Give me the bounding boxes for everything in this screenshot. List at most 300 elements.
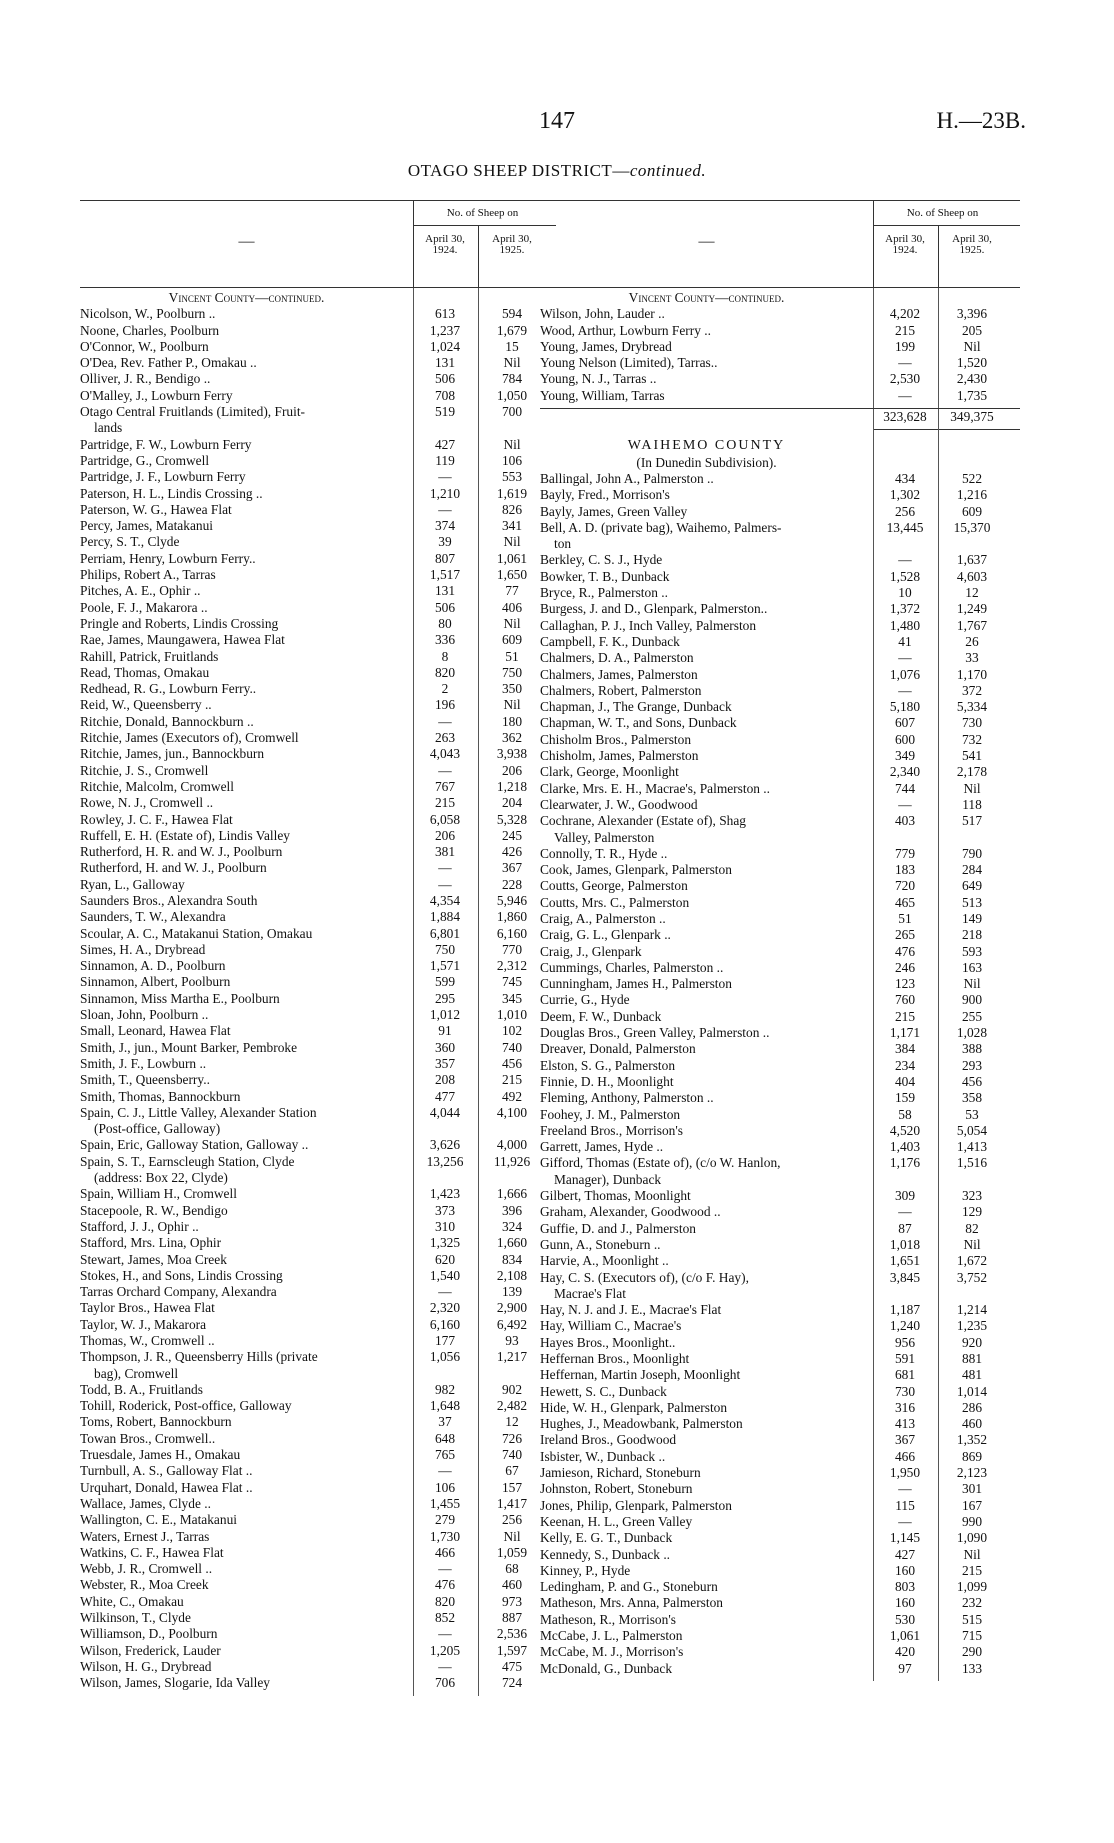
- holder-name: Cochrane, Alexander (Estate of), Shag: [540, 813, 746, 829]
- holder-name: Wilson, Frederick, Lauder: [80, 1642, 221, 1658]
- sheep-1925: 290: [961, 1644, 983, 1660]
- sheep-1924: 199: [894, 338, 916, 354]
- sheep-1924: 477: [434, 1088, 456, 1104]
- holder-name: ton: [554, 536, 572, 552]
- sheep-1924: 373: [434, 1202, 456, 1218]
- table-row: [80, 1480, 556, 1496]
- holder-name: Hay, C. S. (Executors of), (c/o F. Hay),: [540, 1269, 749, 1285]
- table-row: [540, 1563, 1020, 1579]
- table-row: [540, 1139, 1020, 1155]
- sheep-1925: 1,014: [956, 1383, 988, 1399]
- table-row: [540, 1579, 1020, 1595]
- sheep-1924: 263: [434, 730, 456, 746]
- holder-name: Ryan, L., Galloway: [80, 876, 185, 892]
- sheep-1924: 3,845: [889, 1269, 921, 1285]
- sheep-1924: 1,403: [889, 1139, 921, 1155]
- table-row: [80, 681, 556, 697]
- sheep-1924: 123: [894, 976, 916, 992]
- holder-name: Garrett, James, Hyde ..: [540, 1139, 664, 1155]
- holder-name: Gifford, Thomas (Estate of), (c/o W. Hanlon,: [540, 1155, 781, 1171]
- holder-name: Clark, George, Moonlight: [540, 764, 679, 780]
- sheep-1925: 900: [961, 992, 983, 1008]
- table-row: [80, 355, 556, 371]
- table-row: [540, 1481, 1020, 1497]
- table-row: [80, 339, 556, 355]
- table-row: [540, 1498, 1020, 1514]
- sheep-1924: 51: [898, 910, 912, 926]
- holder-name: Finnie, D. H., Moonlight: [540, 1073, 674, 1089]
- sheep-1924: 2,320: [429, 1300, 461, 1316]
- sheep-1925: 284: [961, 862, 983, 878]
- sheep-1925: 341: [501, 518, 523, 534]
- holder-name: Chapman, W. T., and Sons, Dunback: [540, 715, 737, 731]
- table-row: [80, 795, 556, 811]
- sheep-1924: —: [898, 1204, 912, 1220]
- table-row: [540, 1367, 1020, 1383]
- holder-name: Ritchie, J. S., Cromwell: [80, 762, 209, 778]
- table-row: [540, 992, 1020, 1008]
- sheep-1924: 265: [894, 927, 916, 943]
- sheep-1924: 466: [434, 1544, 456, 1560]
- sheep-1925: 293: [961, 1057, 983, 1073]
- sheep-1925: 1,413: [956, 1139, 988, 1155]
- sheep-1925: Nil: [963, 1546, 981, 1562]
- table-row: [540, 797, 1020, 813]
- sheep-1924: 1,018: [889, 1236, 921, 1252]
- sheep-1924: —: [898, 650, 912, 666]
- table-row: [540, 927, 1020, 943]
- sheep-1924: 620: [434, 1251, 456, 1267]
- table-row: [540, 1547, 1020, 1563]
- sheep-1924: 599: [434, 974, 456, 990]
- table-row: [80, 812, 556, 828]
- sheep-1924: 466: [894, 1448, 916, 1464]
- sheep-1924: 367: [894, 1432, 916, 1448]
- table-row: [80, 1056, 556, 1072]
- holder-name: Bell, A. D. (private bag), Waihemo, Palmers-: [540, 519, 782, 535]
- holder-name: Smith, J. F., Lowburn ..: [80, 1055, 207, 1071]
- sheep-1925: 51: [505, 648, 519, 664]
- holder-name: Craig, G. L., Glenpark ..: [540, 927, 671, 943]
- sheep-1925: 68: [505, 1561, 519, 1577]
- holder-name: Bayly, Fred., Morrison's: [540, 487, 670, 503]
- holder-name: Deem, F. W., Dunback: [540, 1008, 662, 1024]
- sheep-1925: 2,430: [956, 371, 988, 387]
- holder-name: Burgess, J. and D., Glenpark, Palmerston..: [540, 601, 768, 617]
- sheep-1924: 160: [894, 1562, 916, 1578]
- sheep-1925: 77: [505, 583, 519, 599]
- sheep-1925: 1,170: [956, 666, 988, 682]
- sheep-1924: 779: [894, 845, 916, 861]
- sheep-1924: 765: [434, 1447, 456, 1463]
- holder-name: Fleming, Anthony, Palmerston ..: [540, 1090, 714, 1106]
- sheep-1925: 53: [965, 1106, 979, 1122]
- sheep-1924: 37: [438, 1414, 452, 1430]
- table-row: [540, 764, 1020, 780]
- sheep-1925: 12: [965, 585, 979, 601]
- holder-name: Hewett, S. C., Dunback: [540, 1383, 667, 1399]
- holder-name: Partridge, J. F., Lowburn Ferry: [80, 469, 246, 485]
- sheep-1925: 1,061: [496, 550, 528, 566]
- table-row: [540, 944, 1020, 960]
- sheep-1925: Nil: [963, 338, 981, 354]
- holder-name: Keenan, H. L., Green Valley: [540, 1513, 693, 1529]
- sheep-1925: 324: [501, 1218, 523, 1234]
- holder-name: Young Nelson (Limited), Tarras..: [540, 355, 718, 371]
- sheep-1924: 5,180: [889, 699, 921, 715]
- sheep-1924: 234: [894, 1057, 916, 1073]
- sheep-1925: 205: [961, 322, 983, 338]
- sheep-1924: 1,528: [889, 568, 921, 584]
- sheep-1924: —: [438, 1561, 452, 1577]
- sheep-1924: 2: [441, 681, 449, 697]
- sheep-1925: 726: [501, 1430, 523, 1446]
- holder-name: Partridge, G., Cromwell: [80, 452, 210, 468]
- holder-name: Saunders Bros., Alexandra South: [80, 892, 258, 908]
- sheep-1925: 826: [501, 501, 523, 517]
- table-row: [540, 1400, 1020, 1416]
- sheep-1924: 1,012: [429, 1007, 461, 1023]
- sheep-1925: 3,396: [956, 306, 988, 322]
- table-row: [540, 1041, 1020, 1057]
- table-row: [540, 371, 1020, 387]
- holder-name: Hide, W. H., Glenpark, Palmerston: [540, 1399, 728, 1415]
- holder-name: McDonald, G., Dunback: [540, 1660, 673, 1676]
- table-row: [80, 420, 556, 436]
- holder-name: Bayly, James, Green Valley: [540, 503, 688, 519]
- table-row: [80, 1219, 556, 1235]
- sheep-1925: 513: [961, 894, 983, 910]
- sheep-1924: 208: [434, 1072, 456, 1088]
- table-row: [80, 1284, 556, 1300]
- sheep-1924: 1,187: [889, 1302, 921, 1318]
- sheep-1924: —: [438, 1284, 452, 1300]
- holder-name: (Post-office, Galloway): [94, 1121, 221, 1137]
- sheep-1924: 465: [894, 894, 916, 910]
- table-row: [540, 911, 1020, 927]
- sheep-1925: 157: [501, 1479, 523, 1495]
- sheep-1925: 4,603: [956, 568, 988, 584]
- sheep-1924: 720: [894, 878, 916, 894]
- table-row: [540, 1351, 1020, 1367]
- table-row: [80, 1610, 556, 1626]
- holder-name: Stacepoole, R. W., Bendigo: [80, 1202, 228, 1218]
- sheep-1925: 1,050: [496, 387, 528, 403]
- sheep-1925: 323: [961, 1188, 983, 1204]
- table-row: [80, 1007, 556, 1023]
- table-row: [80, 991, 556, 1007]
- right-column: [540, 200, 1020, 1677]
- table-row: [540, 732, 1020, 748]
- sheep-1924: 310: [434, 1218, 456, 1234]
- table-row: [540, 1416, 1020, 1432]
- holder-name: Wallington, C. E., Matakanui: [80, 1512, 237, 1528]
- sheep-1925: 93: [505, 1333, 519, 1348]
- table-row: [80, 1300, 556, 1316]
- sheep-1925: 2,123: [956, 1465, 988, 1481]
- holder-name: Guffie, D. and J., Palmerston: [540, 1220, 696, 1236]
- county-heading: WAIHEMO COUNTY: [627, 438, 786, 454]
- table-row: [540, 585, 1020, 601]
- sheep-1924: 196: [434, 697, 456, 713]
- col-1925-header: April 30, 1925.: [952, 233, 992, 256]
- holder-name: Spain, C. J., Little Valley, Alexander Station: [80, 1104, 317, 1120]
- holder-name: Urquhart, Donald, Hawea Flat ..: [80, 1479, 253, 1495]
- sheep-1925: 790: [961, 845, 983, 861]
- holder-name: Valley, Palmerston: [554, 829, 655, 845]
- table-row: [540, 830, 1020, 846]
- col-1924-header: April 30, 1924.: [885, 233, 925, 256]
- table-row: [80, 437, 556, 453]
- sheep-1925: 1,352: [956, 1432, 988, 1448]
- sheep-1924: 256: [894, 503, 916, 519]
- table-row: [80, 1561, 556, 1577]
- sheep-1924: 246: [894, 959, 916, 975]
- table-row: [80, 1072, 556, 1088]
- holder-name: Redhead, R. G., Lowburn Ferry..: [80, 681, 257, 697]
- holder-name: Stokes, H., and Sons, Lindis Crossing: [80, 1267, 283, 1283]
- sheep-1924: 1,205: [429, 1642, 461, 1658]
- section-heading: Vincent County—continued.: [628, 290, 785, 305]
- table-row: [540, 1204, 1020, 1220]
- sheep-1924: 2,530: [889, 371, 921, 387]
- holder-name: Spain, S. T., Earnscleugh Station, Clyde: [80, 1153, 295, 1169]
- sheep-1925: 26: [965, 633, 979, 649]
- sheep-1924: 1,240: [889, 1318, 921, 1334]
- sheep-1924: 215: [894, 1008, 916, 1024]
- holder-name: Smith, T., Queensberry..: [80, 1072, 210, 1088]
- table-row: [80, 1463, 556, 1479]
- holder-name: Sinnamon, A. D., Poolburn: [80, 958, 226, 974]
- table-row: [80, 1577, 556, 1593]
- holder-name: (address: Box 22, Clyde): [94, 1170, 228, 1186]
- holder-name: Matheson, R., Morrison's: [540, 1611, 676, 1627]
- table-row: [80, 779, 556, 795]
- sheep-1924: 106: [434, 1479, 456, 1495]
- sheep-1924: 13,445: [886, 519, 924, 535]
- holder-name: Chalmers, D. A., Palmerston: [540, 650, 694, 666]
- holder-name: Saunders, T. W., Alexandra: [80, 909, 226, 925]
- sheep-1924: 982: [434, 1381, 456, 1397]
- sheep-1925: 255: [961, 1008, 983, 1024]
- table-row: [540, 1644, 1020, 1660]
- holder-name: Turnbull, A. S., Galloway Flat ..: [80, 1463, 253, 1479]
- holder-name: Wilson, James, Slogarie, Ida Valley: [80, 1675, 270, 1691]
- holder-name: Bryce, R., Palmerston ..: [540, 585, 668, 601]
- sheep-1925: 426: [501, 844, 523, 860]
- table-row: [80, 1170, 556, 1186]
- sheep-1924: 427: [894, 1546, 916, 1562]
- table-row: [80, 1040, 556, 1056]
- col-1925-header: April 30, 1925.: [492, 233, 532, 256]
- holder-name: Rutherford, H. and W. J., Poolburn: [80, 860, 267, 876]
- holder-name: Webb, J. R., Cromwell ..: [80, 1561, 213, 1577]
- table-row: [540, 536, 1020, 552]
- sheep-1924: 374: [434, 518, 456, 534]
- table-row: [540, 748, 1020, 764]
- sheep-1925: 869: [961, 1448, 983, 1464]
- sheep-1924: 820: [434, 1593, 456, 1609]
- holder-name: Tarras Orchard Company, Alexandra: [80, 1284, 277, 1300]
- sheep-1925: 456: [961, 1073, 983, 1089]
- table-row: [80, 1496, 556, 1512]
- table-row: [540, 650, 1020, 666]
- table-row: [80, 371, 556, 387]
- table-row: [540, 1221, 1020, 1237]
- table-row: [80, 1643, 556, 1659]
- sheep-1925: Nil: [503, 615, 521, 631]
- sheep-1925: 1,099: [956, 1579, 988, 1595]
- sheep-1924: 215: [434, 795, 456, 811]
- holder-name: Percy, James, Matakanui: [80, 518, 213, 534]
- table-row: [80, 388, 556, 404]
- sheep-1924: 1,210: [429, 485, 461, 501]
- holder-name: Ledingham, P. and G., Stoneburn: [540, 1579, 718, 1595]
- holder-name: Sloan, John, Poolburn ..: [80, 1007, 209, 1023]
- holder-name: McCabe, M. J., Morrison's: [540, 1644, 684, 1660]
- sheep-1925: 5,328: [496, 811, 528, 827]
- holder-name: Kinney, P., Hyde: [540, 1562, 631, 1578]
- holder-name: Webster, R., Moa Creek: [80, 1577, 209, 1593]
- sheep-1924: 1,237: [429, 322, 461, 338]
- sheep-1925: 256: [501, 1512, 523, 1528]
- holder-name: Simes, H. A., Drybread: [80, 941, 206, 957]
- table-row: [80, 844, 556, 860]
- page-number: 147: [539, 108, 575, 134]
- sheep-1925: 5,946: [496, 892, 528, 908]
- holder-name: Cunningham, James H., Palmerston: [540, 976, 732, 992]
- holder-name: Smith, J., jun., Mount Barker, Pembroke: [80, 1039, 298, 1055]
- sheep-1924: 115: [895, 1497, 915, 1513]
- sheep-1924: 349: [894, 748, 916, 764]
- sheep-1924: —: [438, 713, 452, 729]
- sheep-1925: 350: [501, 681, 523, 697]
- left-table-header: [80, 200, 556, 288]
- holder-name: Hay, William C., Macrae's: [540, 1318, 682, 1334]
- sheep-1925: 139: [501, 1284, 523, 1300]
- table-row: [80, 600, 556, 616]
- table-row: [80, 567, 556, 583]
- table-row: [80, 730, 556, 746]
- sheep-1925: 1,520: [956, 355, 988, 371]
- holder-name: Hay, N. J. and J. E., Macrae's Flat: [540, 1302, 722, 1318]
- table-row: [80, 453, 556, 469]
- table-row: [80, 1529, 556, 1545]
- sheep-1925: 180: [501, 713, 523, 729]
- sheep-1925: 215: [961, 1562, 983, 1578]
- table-row: [80, 763, 556, 779]
- sheep-1924: —: [438, 860, 452, 876]
- sheep-1925: 902: [501, 1381, 523, 1397]
- sheep-1925: 481: [961, 1367, 983, 1383]
- table-row: [540, 846, 1020, 862]
- sheep-1925: 1,597: [496, 1642, 528, 1658]
- holder-name: Berkley, C. S. J., Hyde: [540, 552, 663, 568]
- holder-name: Olliver, J. R., Bendigo ..: [80, 371, 211, 387]
- sheep-1925: 553: [501, 469, 523, 485]
- holder-name: Heffernan Bros., Moonlight: [540, 1351, 690, 1366]
- sheep-1924: 160: [894, 1595, 916, 1611]
- sheep-1924: 215: [894, 322, 916, 338]
- holder-name: Read, Thomas, Omakau: [80, 664, 210, 680]
- sheep-1925: 1,619: [496, 485, 528, 501]
- table-row: [80, 1594, 556, 1610]
- table-row: [80, 518, 556, 534]
- holder-name: Freeland Bros., Morrison's: [540, 1122, 684, 1138]
- sheep-1924: 1,423: [429, 1186, 461, 1202]
- sheep-1924: 1,302: [889, 487, 921, 503]
- holder-name: Matheson, Mrs. Anna, Palmerston: [540, 1595, 723, 1611]
- sheep-1925: 990: [961, 1513, 983, 1529]
- holder-name: Rahill, Patrick, Fruitlands: [80, 648, 219, 664]
- sheep-1924: 1,176: [889, 1155, 921, 1171]
- table-row: [80, 502, 556, 518]
- sheep-1924: 1,061: [889, 1628, 921, 1644]
- sheep-1924: 1,730: [429, 1528, 461, 1544]
- table-row: [540, 1188, 1020, 1204]
- total-row: [540, 408, 1020, 427]
- sheep-1924: 706: [434, 1675, 456, 1691]
- sheep-1925: 2,900: [496, 1300, 528, 1316]
- sheep-1924: 58: [898, 1106, 912, 1122]
- sheep-1925: 129: [961, 1204, 983, 1220]
- holder-name: Dreaver, Donald, Palmerston: [540, 1041, 696, 1057]
- table-row: [80, 1349, 556, 1365]
- holder-name: Pitches, A. E., Ophir ..: [80, 583, 201, 599]
- sheep-1925: 515: [961, 1611, 983, 1627]
- table-row: [540, 388, 1020, 404]
- sheep-1925: 1,214: [956, 1302, 988, 1318]
- sheep-1925: 881: [961, 1351, 983, 1366]
- sheep-1925: 406: [501, 599, 523, 615]
- holder-name: Manager), Dunback: [554, 1171, 662, 1187]
- sheep-1925: 2,108: [496, 1267, 528, 1283]
- holder-name: Callaghan, P. J., Inch Valley, Palmerston: [540, 617, 757, 633]
- sheep-1924: —: [438, 1463, 452, 1479]
- sheep-1924: —: [898, 1481, 912, 1497]
- sheep-1925: 3,752: [956, 1269, 988, 1285]
- holder-name: Clearwater, J. W., Goodwood: [540, 796, 698, 812]
- holder-name: Paterson, W. G., Hawea Flat: [80, 501, 232, 517]
- sheep-1925: 15: [505, 338, 519, 354]
- table-row: [540, 895, 1020, 911]
- sheep-1924: 1,480: [889, 617, 921, 633]
- table-row: [540, 504, 1020, 520]
- sheep-1924: 4,044: [429, 1104, 461, 1120]
- sheep-1925: 82: [965, 1220, 979, 1236]
- right-table-header: [540, 200, 1020, 288]
- sheep-1925: Nil: [963, 1236, 981, 1252]
- sheep-1924: 476: [894, 943, 916, 959]
- holder-name: Smith, Thomas, Bannockburn: [80, 1088, 241, 1104]
- sheep-1925: 1,235: [956, 1318, 988, 1334]
- sheep-1924: 1,024: [429, 338, 461, 354]
- sheep-1925: 1,660: [496, 1235, 528, 1251]
- sheep-1925: 1,679: [496, 322, 528, 338]
- page-title-suffix: continued.: [629, 161, 707, 180]
- sheep-1924: 384: [894, 1041, 916, 1057]
- sheep-1924: —: [898, 682, 912, 698]
- sheep-1925: 12: [505, 1414, 519, 1430]
- sheep-1924: 1,571: [429, 958, 461, 974]
- table-row: [80, 926, 556, 942]
- sheep-1925: 649: [961, 878, 983, 894]
- sheep-1925: 15,370: [953, 519, 991, 535]
- holder-name: Noone, Charles, Poolburn: [80, 322, 220, 338]
- sheep-1924: 519: [434, 404, 456, 420]
- sheep-1925: 6,492: [496, 1316, 528, 1332]
- holder-name: Chapman, J., The Grange, Dunback: [540, 699, 732, 715]
